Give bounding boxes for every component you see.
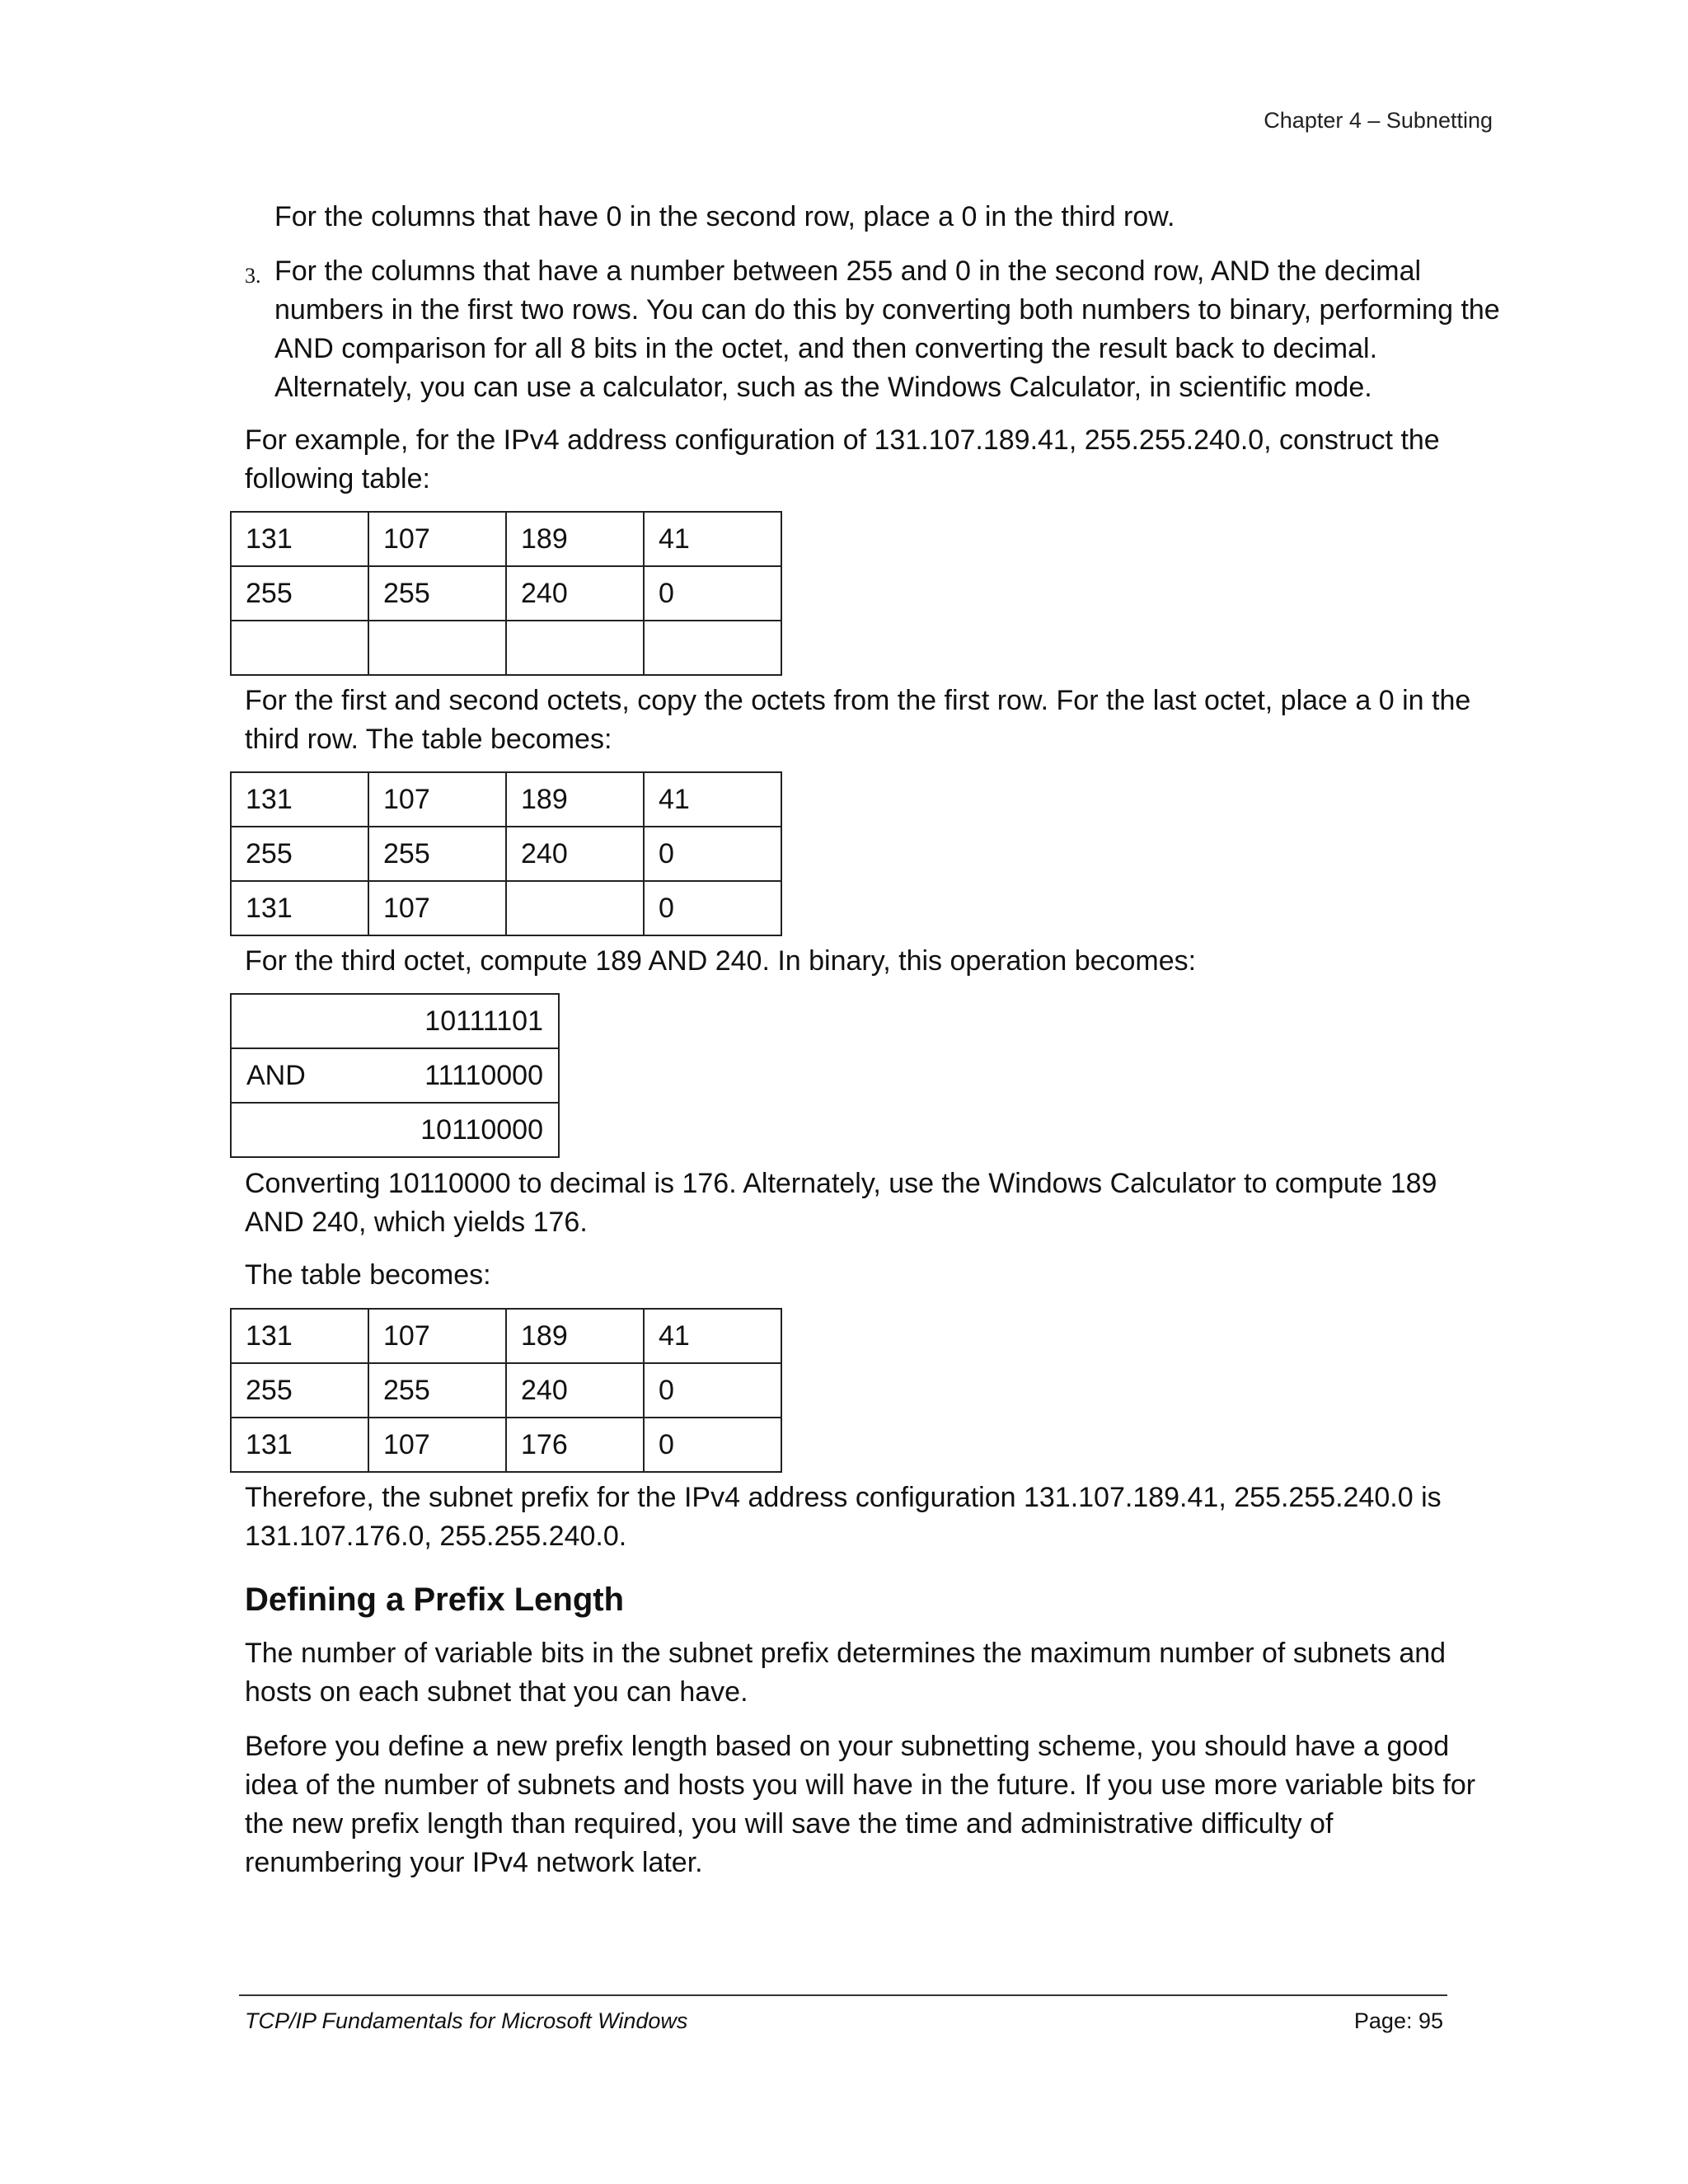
table-cell: 41 [644,1309,781,1363]
table-cell: 189 [506,1309,644,1363]
table-row [231,827,781,881]
table-row [231,1363,781,1418]
paragraph-before-define: Before you define a new prefix length based on your subnetting scheme, you should have a good idea of the number of subnets and hosts you will have in the future. If you use more variable bits for the new prefix length than required, you will save the time and administrative difficulty of renumbering your IPv4 network later. [245,1731,1476,1878]
binary-operator [246,1005,304,1038]
table-row [231,1103,559,1157]
paragraph-zero-columns: For the columns that have 0 in the second row, place a 0 in the third row. [274,201,1175,232]
table-cell: 255 [368,827,506,881]
table-row [231,772,781,827]
table-cell: 189 [506,512,644,566]
table-row [231,1309,781,1363]
table-cell: 255 [368,1363,506,1418]
table-cell: 131 [231,1418,368,1472]
table-cell: 255 [368,566,506,621]
table-row [231,566,781,621]
table-cell: 131 [231,772,368,827]
table-cell: 107 [368,1309,506,1363]
binary-operator [246,1114,304,1146]
table-cell: 0 [644,1363,781,1418]
table-cell: 41 [644,772,781,827]
table-row [231,1418,781,1472]
table-cell [644,621,781,675]
table-cell: 0 [644,827,781,881]
table-cell: 131 [231,512,368,566]
binary-value: 10110000 [420,1113,543,1146]
table-cell: 255 [231,827,368,881]
octet-table-1 [230,511,782,676]
table-cell: 107 [368,772,506,827]
table-row [231,881,781,935]
table-cell [506,621,644,675]
table-cell: 0 [644,881,781,935]
binary-operator: AND [246,1059,306,1091]
octet-table-3 [230,1308,782,1473]
table-cell: 176 [506,1418,644,1472]
paragraph-example: For example, for the IPv4 address configuration of 131.107.189.41, 255.255.240.0, construct the following table: [245,424,1440,494]
paragraph-first-second-octets: For the first and second octets, copy the octets from the first row. For the last octet, place a 0 in the third row. The table becomes: [245,685,1471,755]
table-cell: 240 [506,566,644,621]
table-cell [368,621,506,675]
binary-and-table [230,993,560,1158]
footer-page-number: Page: 95 [1353,2008,1443,2033]
table-cell: 107 [368,1418,506,1472]
table-cell: 240 [506,827,644,881]
chapter-header: Chapter 4 – Subnetting [1264,108,1493,133]
table-row [231,621,781,675]
paragraph-table-becomes: The table becomes: [245,1259,491,1291]
footer-divider [239,1994,1447,1996]
table-row [231,994,559,1048]
table-cell: 0 [644,1418,781,1472]
table-cell: 189 [506,772,644,827]
table-cell [506,881,644,935]
binary-value: 10111101 [424,1005,543,1037]
table-cell: 131 [231,881,368,935]
table-cell [231,621,368,675]
table-cell: 107 [368,881,506,935]
step-3-text: For the columns that have a number between 255 and 0 in the second row, AND the decimal numbers in the first two rows. You can do this by converting both numbers to binary, performing the AND comparison for all 8 bits in the octet, and then converting the result back to decimal. Alternately, you can use a calculator, such as the Windows Calculator, in scientific mode. [274,255,1500,403]
table-cell: 255 [231,566,368,621]
table-cell: 0 [644,566,781,621]
paragraph-variable-bits: The number of variable bits in the subnet prefix determines the maximum number of subnets and hosts on each subnet that you can have. [245,1638,1447,1708]
table-cell: 131 [231,1309,368,1363]
section-heading: Defining a Prefix Length [245,1582,625,1618]
table-cell: 240 [506,1363,644,1418]
table-cell: 255 [231,1363,368,1418]
table-row [231,512,781,566]
table-row [231,1048,559,1103]
footer-book-title: TCP/IP Fundamentals for Microsoft Windows [245,2008,688,2033]
binary-value: 11110000 [424,1059,543,1091]
paragraph-therefore: Therefore, the subnet prefix for the IPv4 address configuration 131.107.189.41, 255.255.240.0 is 131.107.176.0, 255.255.240.0. [245,1482,1442,1552]
octet-table-2 [230,771,782,936]
table-cell: 107 [368,512,506,566]
paragraph-converting: Converting 10110000 to decimal is 176. Alternately, use the Windows Calculator to compute 189 AND 240, which yields 176. [245,1168,1437,1238]
table-cell: 41 [644,512,781,566]
step-number: 3. [245,264,261,288]
paragraph-third-octet: For the third octet, compute 189 AND 240. In binary, this operation becomes: [245,945,1197,977]
